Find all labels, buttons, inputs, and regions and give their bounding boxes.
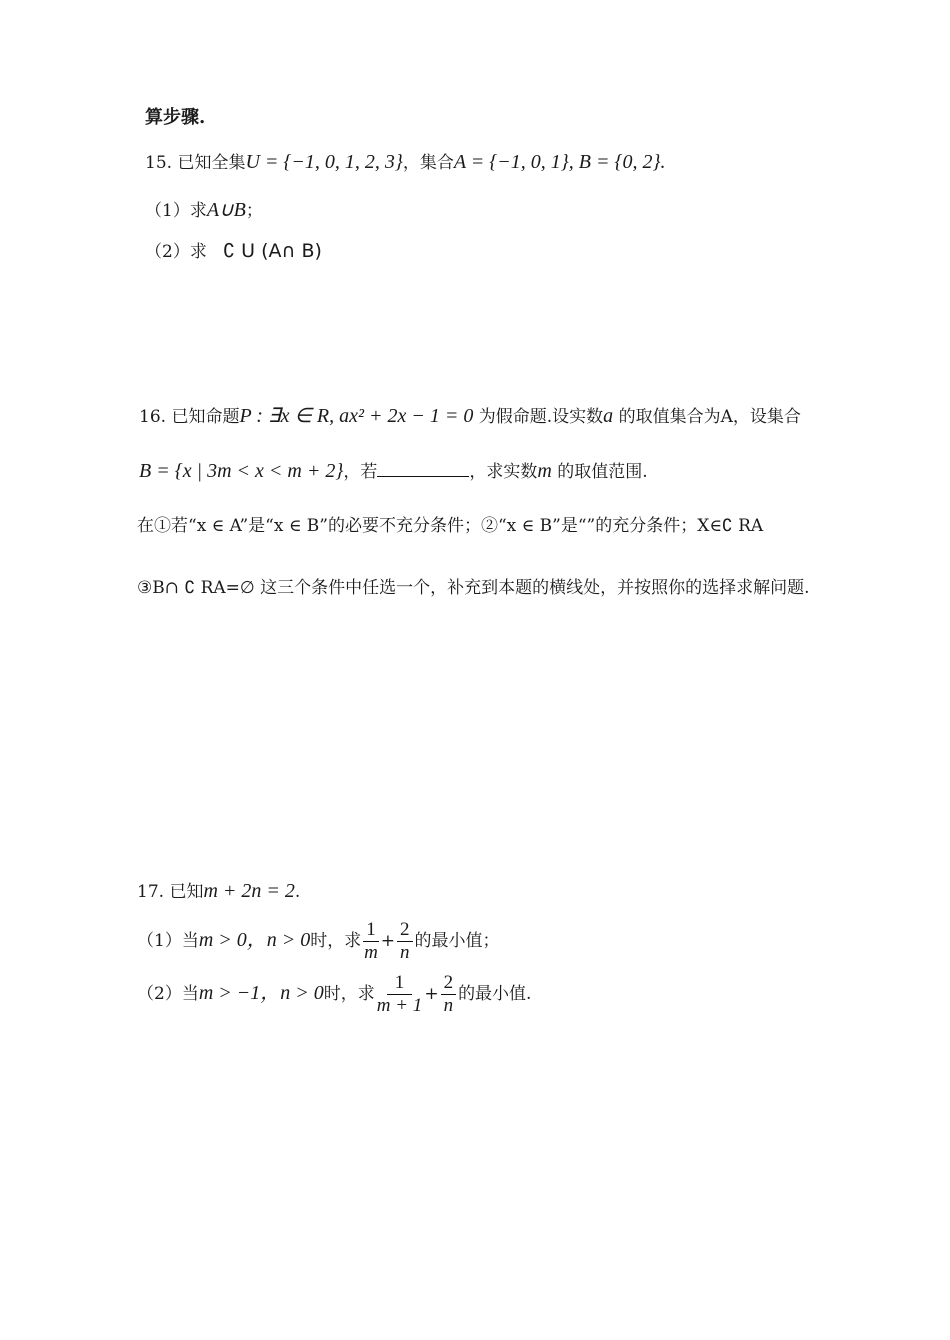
q15-p1-end: ； (245, 201, 263, 221)
q15-p2-label: （2）求 (145, 242, 207, 262)
denominator: n (400, 942, 410, 963)
q16-text-a: 为假命题.设实数 (478, 407, 604, 427)
q17-p1-ask: 时，求 (310, 931, 362, 951)
q17-end: . (294, 882, 301, 902)
q17-part1 (137, 918, 500, 964)
q16-condition-3: ③B∩ ∁ RA=∅ 这三个条件中任选一个，补充到本题的横线处，并按照你的选择求解问题. (137, 578, 810, 598)
q15-part2 (145, 240, 322, 263)
q16-range: 的取值范围. (557, 462, 648, 482)
q16-line1 (139, 405, 801, 428)
denominator: m (364, 942, 378, 963)
q16-ask: ，求实数 (469, 462, 538, 482)
q15-p2-math: ∁ U (A∩ B) (223, 240, 322, 262)
fraction (397, 919, 413, 964)
q17-part2 (137, 971, 531, 1017)
q15-mid: ，集合 (402, 153, 454, 173)
q17-p2-cond: m > −1，n > 0 (198, 982, 324, 1004)
numerator: 2 (397, 919, 413, 942)
plus: + (424, 984, 439, 1004)
q15-label: 15. 已知全集 (145, 153, 246, 173)
q16-var-a: a (603, 405, 614, 427)
numerator: 2 (441, 972, 457, 995)
q16-proposition: P : ∃x ∈ R, ax² + 2x − 1 = 0 (239, 405, 474, 427)
q15-part1 (145, 199, 263, 222)
numerator: 1 (387, 972, 413, 995)
q15-universal-set: U = {−1, 0, 1, 2, 3} (245, 151, 403, 173)
fraction (377, 972, 423, 1017)
q17-p1-cond: m > 0，n > 0 (198, 929, 311, 951)
plus: + (380, 931, 396, 951)
q17-label: 17. 已知 (137, 882, 204, 902)
denominator: n (443, 995, 454, 1016)
continued-text: 算步骤. (145, 107, 206, 128)
q17-p1-end: 的最小值； (414, 931, 500, 951)
q16-conditions-line: 在①若“x ∈ A”是“x ∈ B”的必要不充分条件；②“x ∈ B”是“”的充分条件；X∈∁ RA (137, 516, 764, 536)
q17-p2-ask: 时，求 (323, 984, 375, 1004)
q17-stem (137, 880, 300, 903)
q15-p1-label: （1）求 (145, 201, 207, 221)
q16-set-b: B = {x | 3m < x < m + 2} (139, 460, 344, 482)
q15-p1-math: A∪B (206, 199, 246, 221)
q17-p2-label: （2）当 (137, 984, 199, 1004)
q15-sets: A = {−1, 0, 1}, B = {0, 2}. (453, 151, 666, 173)
q16-var-m: m (537, 460, 552, 482)
q16-line2 (139, 460, 648, 483)
q17-p1-label: （1）当 (137, 931, 199, 951)
fraction (441, 972, 457, 1017)
numerator: 1 (363, 919, 379, 942)
q16-if: ，若 (343, 462, 378, 482)
q16-label: 16. 已知命题 (139, 407, 240, 427)
answer-blank (377, 460, 469, 477)
q17-equation: m + 2n = 2 (203, 880, 295, 902)
denominator: m + 1 (376, 995, 423, 1016)
fraction (363, 919, 379, 964)
q16-text-b: 的取值集合为A，设集合 (618, 407, 801, 427)
q15-stem (145, 151, 665, 174)
q17-p2-end: 的最小值. (458, 984, 532, 1004)
